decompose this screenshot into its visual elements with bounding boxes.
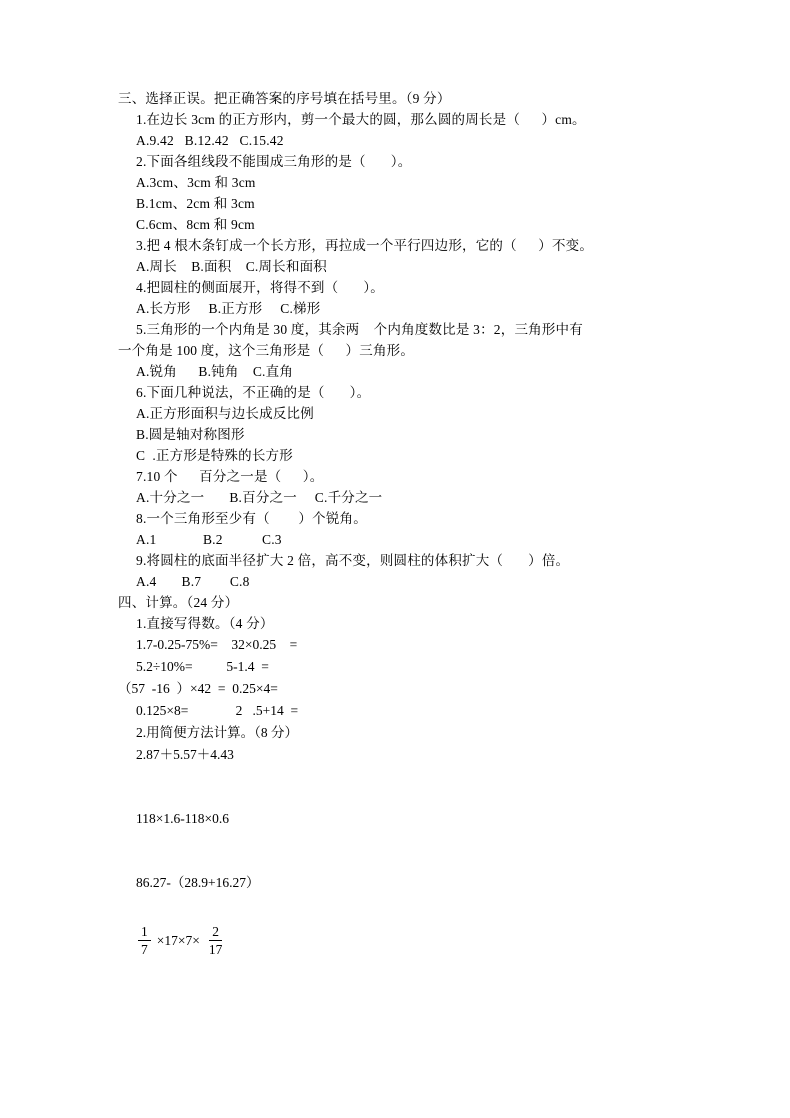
- question-9: 9.将圆柱的底面半径扩大 2 倍，高不变，则圆柱的体积扩大（ ）倍。: [136, 553, 570, 568]
- fraction-one-seventh: [138, 924, 151, 957]
- question-6-option-b: B.圆是轴对称图形: [136, 427, 245, 442]
- question-6: 6.下面几种说法，不正确的是（ ）。: [136, 385, 371, 400]
- quick-calc-line-3: （57 -16 ）×42 = 0.25×4=: [118, 681, 278, 696]
- fraction-two-seventeenths: [206, 924, 226, 957]
- quick-calc-line-2: 5.2÷10%= 5-1.4 =: [136, 659, 269, 674]
- question-4: 4.把圆柱的侧面展开，将得不到（ ）。: [136, 280, 384, 295]
- fraction-denominator: 7: [141, 942, 148, 958]
- section4-sub2: 2.用简便方法计算。（8 分）: [136, 725, 298, 740]
- quick-calc-line-1: 1.7-0.25-75%= 32×0.25 =: [136, 637, 298, 652]
- page-content: [118, 88, 678, 957]
- question-3-options: A.周长 B.面积 C.周长和面积: [136, 259, 327, 274]
- question-8: 8.一个三角形至少有（ ）个锐角。: [136, 511, 367, 526]
- question-1: 1.在边长 3cm 的正方形内，剪一个最大的圆，那么圆的周长是（ ）cm。: [136, 112, 586, 127]
- fraction-denominator: 17: [208, 942, 223, 958]
- question-9-options: A.4 B.7 C.8: [136, 574, 250, 589]
- answer-space-1: [118, 766, 678, 808]
- simplify-calc-4: [118, 924, 678, 957]
- quick-calc-line-4: 0.125×8= 2 .5+14 =: [136, 703, 299, 718]
- question-1-options: A.9.42 B.12.42 C.15.42: [136, 133, 284, 148]
- question-7: 7.10 个 百分之一是（ ）。: [136, 469, 324, 484]
- question-6-option-c: C .正方形是特殊的长方形: [136, 448, 293, 463]
- section4-heading: 四、计算。（24 分）: [118, 595, 239, 610]
- question-3: 3.把 4 根木条钉成一个长方形，再拉成一个平行四边形，它的（ ）不变。: [136, 238, 594, 253]
- question-6-option-a: A.正方形面积与边长成反比例: [136, 406, 314, 421]
- section3-heading: 三、选择正误。把正确答案的序号填在括号里。（9 分）: [118, 91, 451, 106]
- question-2: 2.下面各组线段不能围成三角形的是（ ）。: [136, 154, 412, 169]
- question-2-option-c: C.6cm、8cm 和 9cm: [136, 217, 255, 232]
- fraction-numerator: 2: [209, 924, 222, 941]
- question-4-options: A.长方形 B.正方形 C.梯形: [136, 301, 321, 316]
- question-2-option-b: B.1cm、2cm 和 3cm: [136, 196, 255, 211]
- question-2-option-a: A.3cm、3cm 和 3cm: [136, 175, 256, 190]
- question-5-cont: 一个角是 100 度，这个三角形是（ ）三角形。: [118, 343, 415, 358]
- question-5-options: A.锐角 B.钝角 C.直角: [136, 364, 294, 379]
- fraction-numerator: 1: [138, 924, 151, 941]
- simplify-calc-3: 86.27-（28.9+16.27）: [136, 875, 260, 890]
- simplify-calc-2: 118×1.6-118×0.6: [136, 811, 229, 826]
- question-8-options: A.1 B.2 C.3: [136, 532, 282, 547]
- question-5: 5.三角形的一个内角是 30 度，其余两 个内角度数比是 3：2，三角形中有: [136, 322, 583, 337]
- question-7-options: A.十分之一 B.百分之一 C.千分之一: [136, 490, 383, 505]
- section4-sub1: 1.直接写得数。（4 分）: [136, 616, 274, 631]
- answer-space-2: [118, 830, 678, 872]
- fraction-middle-expr: ×17×7×: [156, 932, 200, 948]
- simplify-calc-1: 2.87＋5.57＋4.43: [136, 747, 234, 762]
